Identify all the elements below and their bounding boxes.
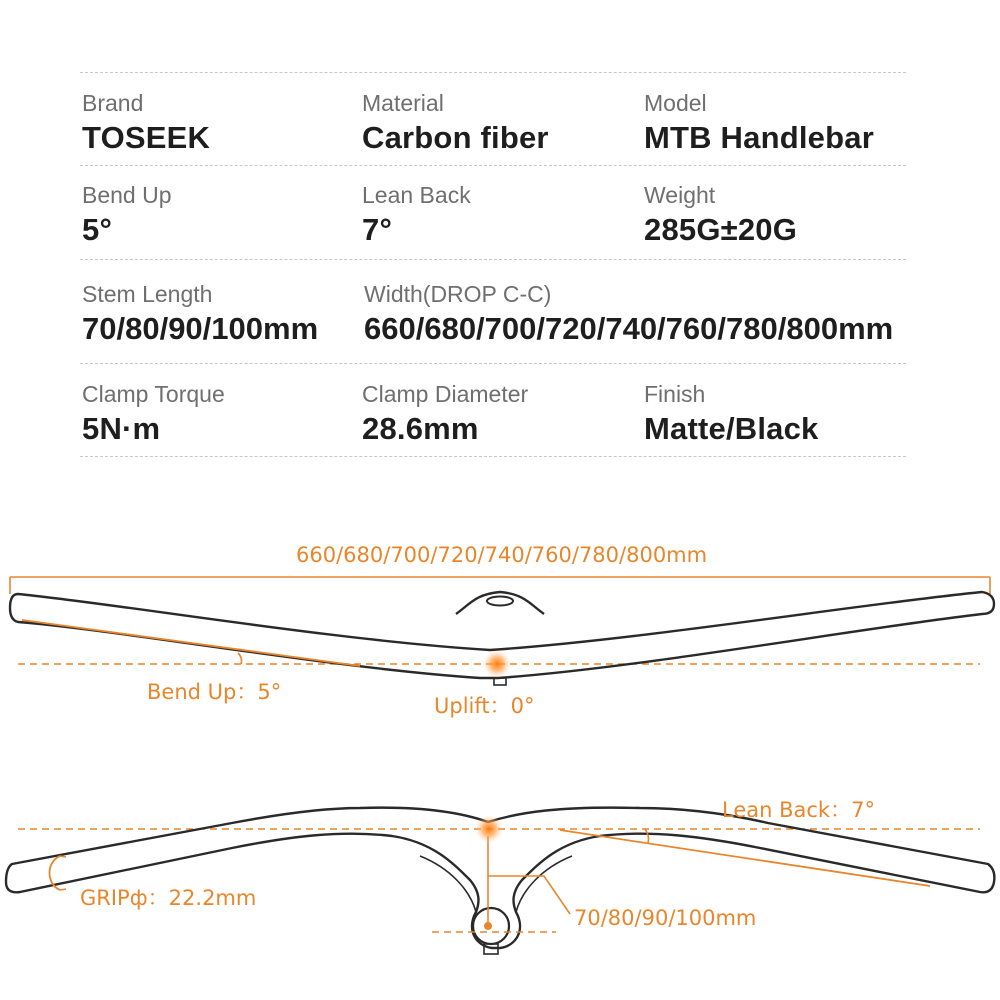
lean-center-glow	[475, 815, 503, 843]
width-label: 660/680/700/720/740/760/780/800mm	[296, 543, 708, 567]
stem-bolt-hole	[487, 597, 513, 606]
spec-label: Width(DROP C-C)	[364, 281, 552, 307]
spec-value: 5°	[82, 212, 113, 247]
spec-value: MTB Handlebar	[644, 120, 874, 155]
spec-value: Matte/Black	[644, 411, 819, 446]
center-glow	[483, 650, 511, 678]
spec-label: Finish	[644, 381, 706, 407]
stem-clamp-center-dot	[484, 922, 492, 930]
spec-value: 660/680/700/720/740/760/780/800mm	[364, 311, 894, 346]
spec-label: Material	[362, 90, 444, 116]
spec-value: Carbon fiber	[362, 120, 549, 155]
stem-clamp-front	[456, 592, 544, 614]
bend-up-label: Bend Up：5°	[147, 680, 282, 704]
grip-marker-tip	[60, 856, 66, 890]
spec-label: Model	[644, 90, 707, 116]
uplift-label: Uplift：0°	[434, 694, 535, 718]
spec-value: 70/80/90/100mm	[82, 311, 319, 346]
spec-value: 7°	[362, 212, 393, 247]
grip-label: GRIPф：22.2mm	[80, 886, 257, 910]
lean-back-angle-arc	[645, 829, 649, 843]
spec-value: TOSEEK	[82, 120, 211, 155]
spec-label: Stem Length	[82, 281, 213, 307]
stem-length-label: 70/80/90/100mm	[574, 906, 757, 930]
spec-label: Brand	[82, 90, 144, 116]
lean-back-label: Lean Back：7°	[722, 798, 875, 822]
stem-inner-curve-left	[420, 856, 476, 912]
spec-label: Weight	[644, 182, 716, 208]
spec-label: Lean Back	[362, 182, 471, 208]
spec-value: 5N·m	[82, 411, 161, 446]
front-view	[10, 577, 994, 685]
spec-label: Clamp Torque	[82, 381, 225, 407]
spec-value: 28.6mm	[362, 411, 479, 446]
spec-label: Bend Up	[82, 182, 172, 208]
bend-up-angle-arc	[238, 653, 242, 664]
spec-label: Clamp Diameter	[362, 381, 529, 407]
spec-value: 285G±20G	[644, 212, 798, 247]
top-view	[6, 808, 994, 954]
stem-label-leader	[488, 876, 570, 914]
bend-up-reference-line	[22, 620, 360, 666]
lean-back-reference-line	[560, 830, 930, 886]
